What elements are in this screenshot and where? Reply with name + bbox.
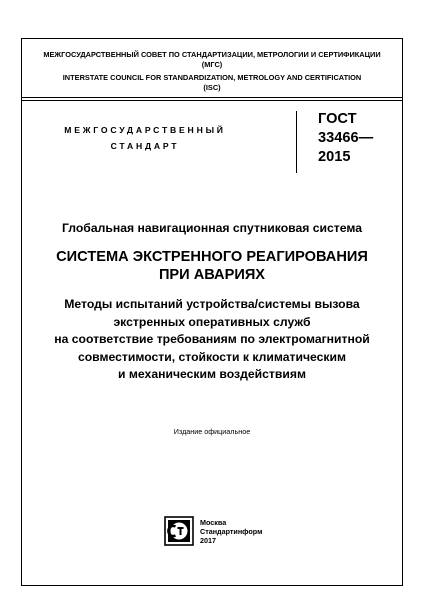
subtitle-line4: совместимости, стойкости к климатическим [77,349,347,364]
standartinform-logo-icon [164,516,194,546]
standard-type [60,122,230,154]
edition-label: Издание официальное [173,427,251,436]
council-en-line1: INTERSTATE COUNCIL FOR STANDARDIZATION, METROLOGY AND CERTIFICATION [62,73,362,82]
subtitle-line5: и механическим воздействиям [118,367,306,381]
publisher-name: Стандартинформ [200,527,263,536]
standard-code-line2: 33466— [318,130,374,146]
main-title-line2: ПРИ АВАРИЯХ [158,267,266,283]
standard-code-divider [296,111,297,173]
publisher-city: Москва [200,518,227,527]
subtitle [21,296,403,384]
council-ru-line1: МЕЖГОСУДАРСТВЕННЫЙ СОВЕТ ПО СТАНДАРТИЗАЦИИ, МЕТРОЛОГИИ И СЕРТИФИКАЦИИ [43,50,381,59]
main-title-line1: СИСТЕМА ЭКСТРЕННОГО РЕАГИРОВАНИЯ [56,249,368,265]
standard-type-line2: СТАНДАРТ [110,141,180,151]
header-divider-top [21,97,403,98]
council-name-ru [21,50,403,70]
subtitle-line2: экстренных оперативных служб [113,314,311,329]
subtitle-line1: Методы испытаний устройства/системы вызова [64,297,360,311]
publisher-info [200,518,262,545]
general-title: Глобальная навигационная спутниковая система [61,221,363,235]
standard-code-line3: 2015 [318,149,351,165]
standard-type-line1: МЕЖГОСУДАРСТВЕННЫЙ [64,125,226,135]
publisher-year: 2017 [200,536,216,545]
standard-code [318,110,373,167]
council-en-line2: (ISC) [203,83,221,92]
council-name-en [21,73,403,93]
standard-code-line1: ГОСТ [318,111,357,127]
main-title [21,248,403,284]
council-ru-line2: (МГС) [201,60,223,69]
subtitle-line3: на соответствие требованиям по электромагнитной [54,332,370,346]
header-divider-bottom [21,100,403,101]
